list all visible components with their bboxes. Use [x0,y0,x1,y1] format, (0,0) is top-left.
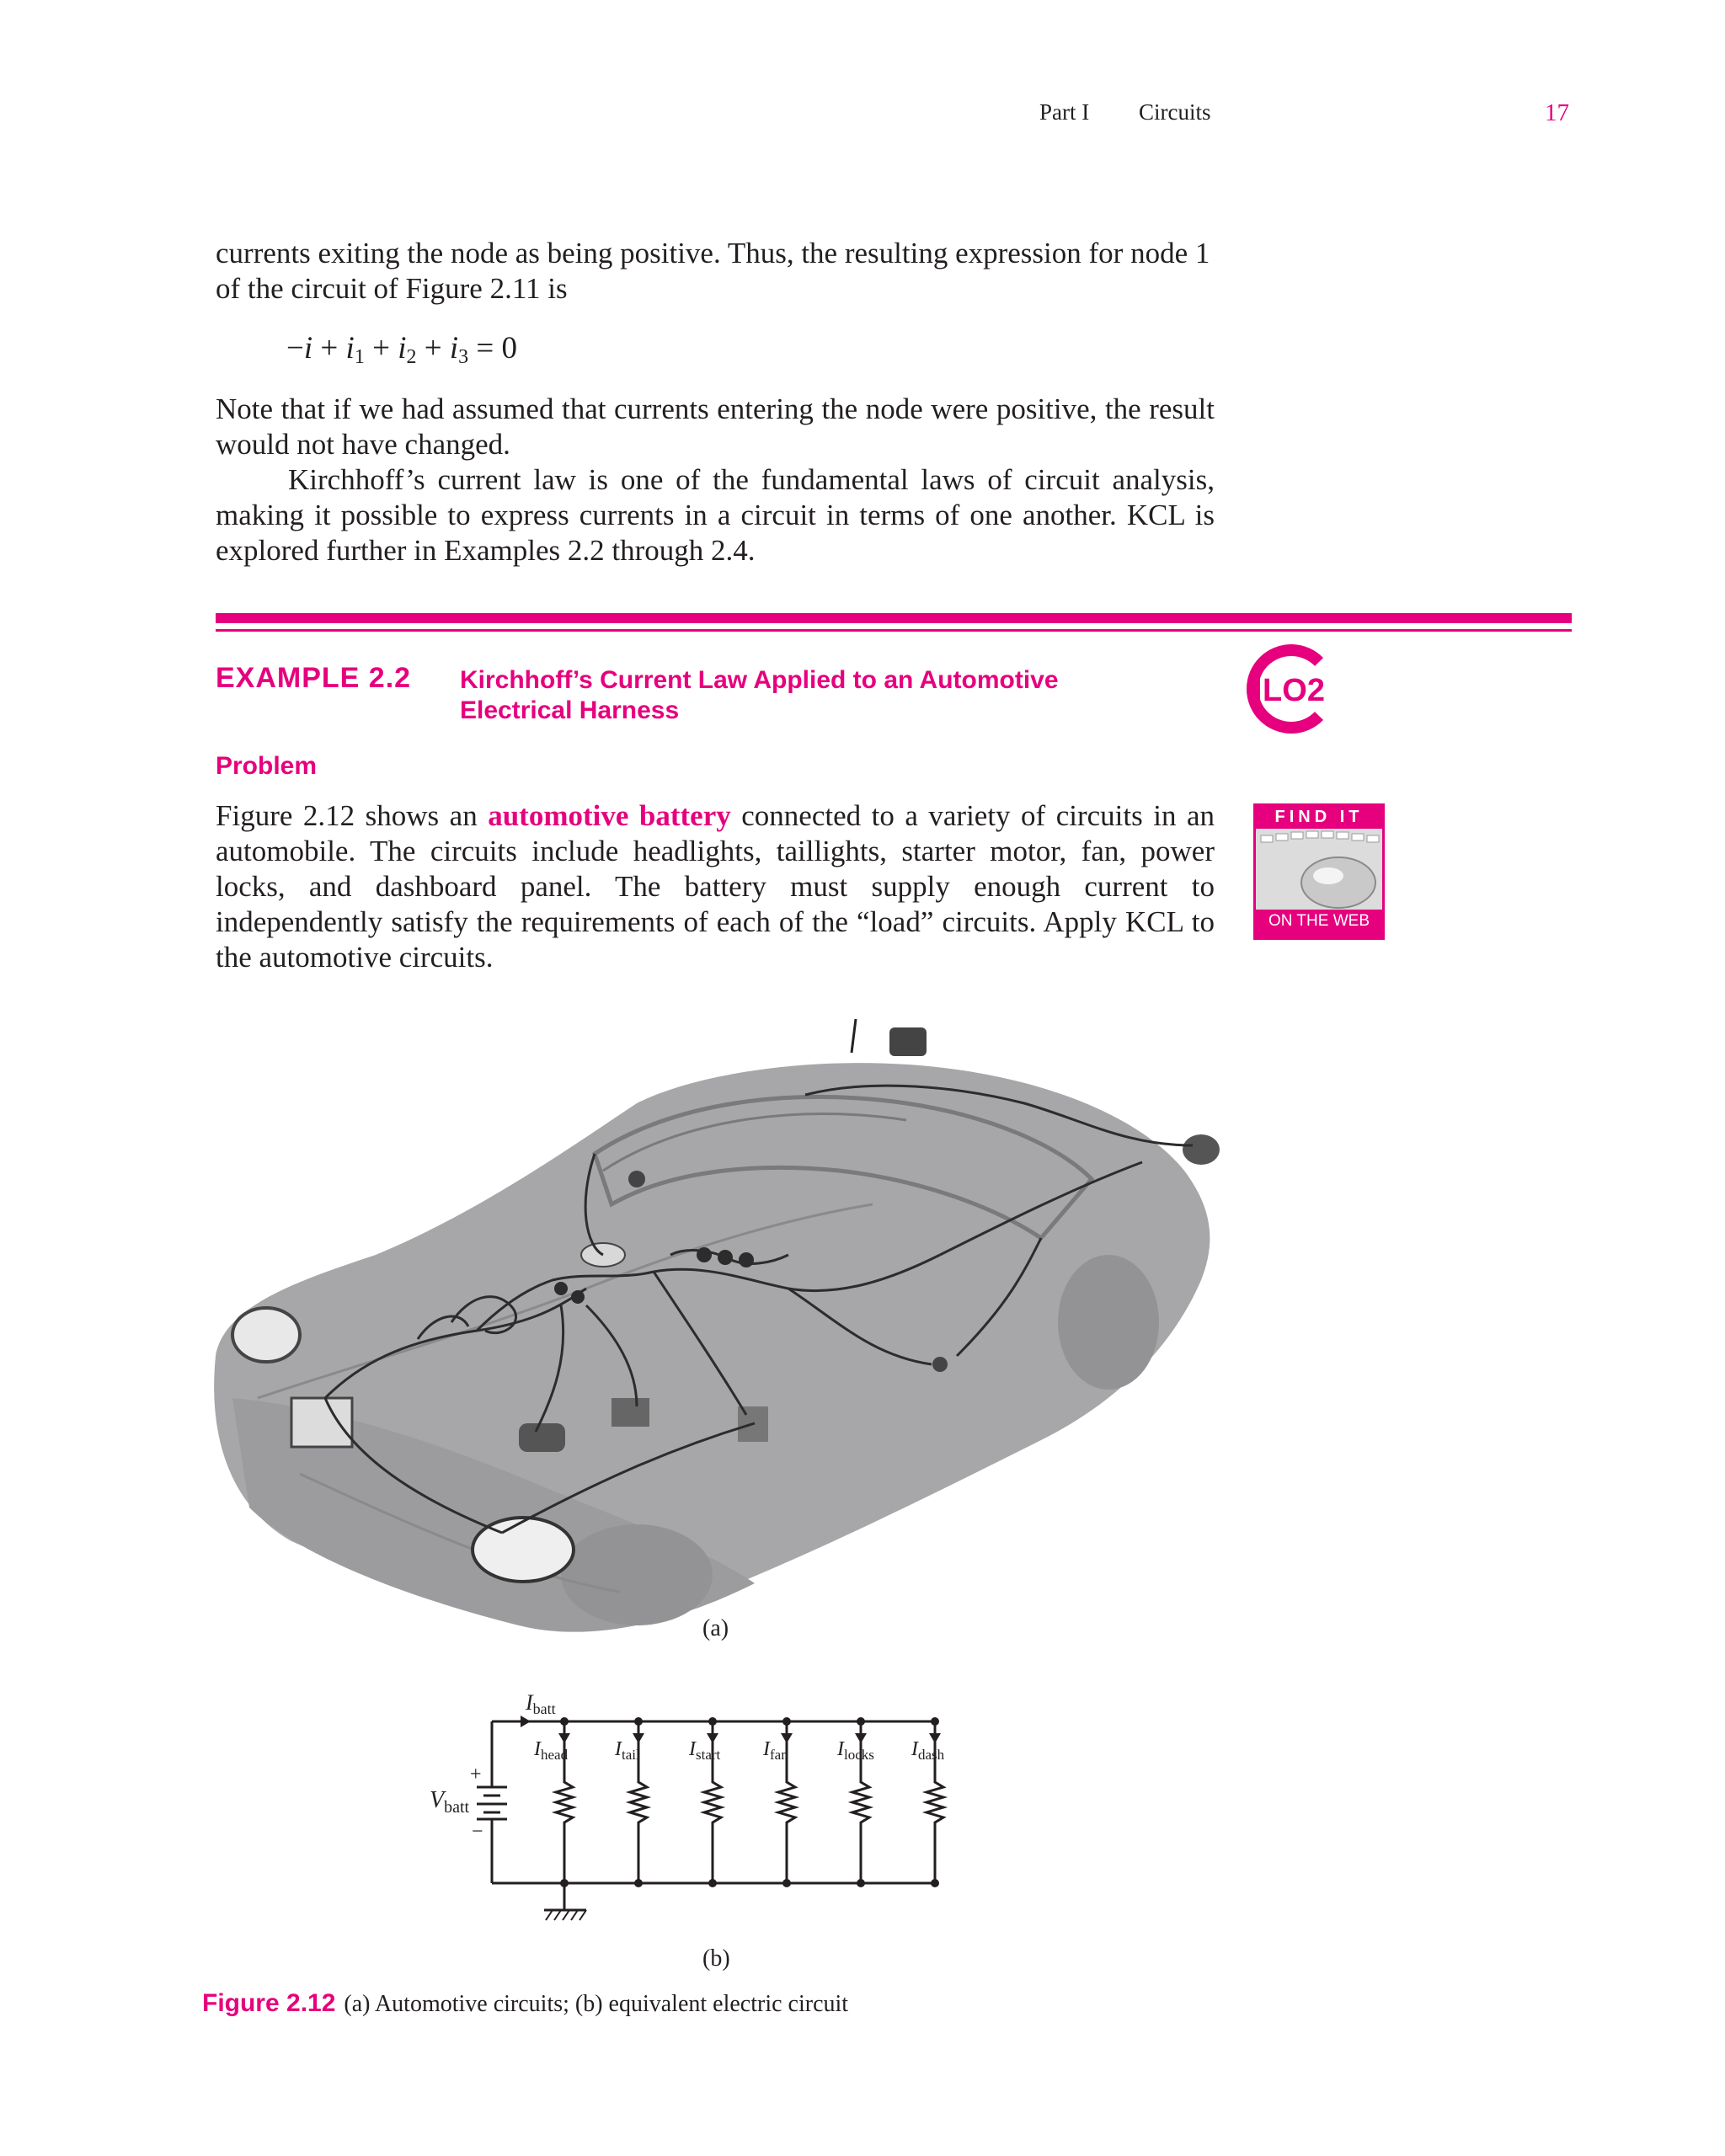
badge-label: LO2 [1263,673,1325,708]
learning-objective-badge [1243,643,1334,734]
bottom-node-tail [634,1879,643,1887]
load-resistor-locks [852,1721,869,1883]
load-resistor-tail [630,1721,647,1883]
bottom-node-locks [857,1879,865,1887]
current-arrow-fan [781,1733,793,1743]
branch-current-label-locks: $I_{locks}$ [837,1738,874,1763]
current-arrow-locks [855,1733,867,1743]
bottom-node-start [708,1879,717,1887]
top-node-start [708,1717,717,1726]
automotive-battery-link[interactable]: automotive battery [488,799,731,832]
branch-current-label-tail: $I_{tail}$ [615,1738,640,1763]
source-voltage-label: $V_{batt}$ [430,1787,470,1817]
automotive-circuits-illustration [199,1002,1235,1659]
load-resistor-fan [778,1721,795,1883]
current-arrow-head [558,1733,570,1743]
source-minus-sign: − [472,1821,483,1843]
top-node-tail [634,1717,643,1726]
battery-current-arrow [521,1716,531,1727]
problem-heading: Problem [216,752,318,780]
example-label: EXAMPLE 2.2 [216,662,412,694]
top-node-dash [931,1717,939,1726]
example-rule-thin [216,629,1572,632]
figure-sublabel-a: (a) [702,1615,729,1641]
load-resistor-start [704,1721,721,1883]
bottom-node-head [560,1879,569,1887]
bottom-node-fan [782,1879,791,1887]
running-head-part: Part I [1039,99,1090,125]
branch-current-label-head: $I_{head}$ [534,1738,569,1763]
on-the-web-label: ON THE WEB [1268,912,1370,930]
intro-line-1: currents exiting the node as being positive. Thus, the resulting expression for node 1 [216,237,1210,270]
battery-current-label: Ibatt [526,1690,556,1717]
load-resistor-head [556,1721,573,1883]
kcl-equation: $-i + i_1 + i_2 + i_3 = 0$ [286,331,517,368]
intro-line-2: of the circuit of Figure 2.11 is [216,272,568,305]
source-plus-sign: + [470,1764,482,1785]
figure-caption-label: Figure 2.12 [202,1989,336,2017]
problem-statement: Figure 2.12 shows an automotive battery connected to a variety of circuits in an automobile. The circuits include headlights, taillights, starter motor, fan, power locks, and dashboard panel. The battery must supply enough current to independently satisfy the requirements of each of the “load” circuits. Apply KCL to the automotive circuits. [216,799,1215,974]
example-rule-thick [216,613,1572,623]
bottom-node-dash [931,1879,939,1887]
load-resistor-dash [927,1721,943,1883]
branch-current-label-dash: $I_{dash}$ [911,1738,945,1763]
figure-sublabel-b: (b) [702,1945,730,1972]
current-arrow-tail [633,1733,644,1743]
top-node-locks [857,1717,865,1726]
figure-caption: Figure 2.12 (a) Automotive circuits; (b) equivalent electric circuit [202,1989,849,2017]
example-title: Kirchhoff’s Current Law Applied to an Automotive Electrical Harness [460,666,1059,724]
current-arrow-start [707,1733,718,1743]
find-it-label: FIND IT [1274,808,1364,826]
find-it-on-the-web-badge[interactable] [1253,803,1385,940]
page-number: 17 [1545,99,1569,126]
running-head-section: Circuits [1139,99,1211,125]
mouse-icon [1256,829,1382,910]
branch-current-label-fan: $I_{fan}$ [763,1738,788,1763]
equivalent-circuit-diagram [421,1684,960,1945]
branch-current-label-start: $I_{start}$ [689,1738,721,1763]
top-node-head [560,1717,569,1726]
top-node-fan [782,1717,791,1726]
intro-paragraph-2: Note that if we had assumed that currents entering the node were positive, the result would not have changed. Kirchhoff’s current law is one of the fundamental laws of circuit analysis, making it possible to express currents in a circuit in terms of one another. KCL is explored further in Examples 2.2 through 2.4. [216,392,1215,567]
current-arrow-dash [929,1733,941,1743]
